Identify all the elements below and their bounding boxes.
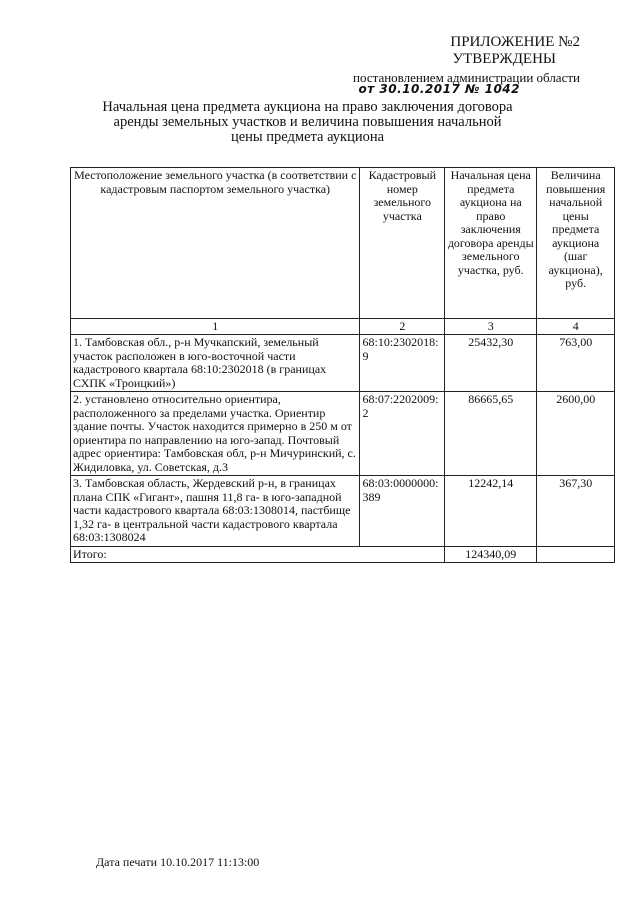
- print-date: Дата печати 10.10.2017 11:13:00: [96, 855, 260, 869]
- handwritten-date: от 30.10.2017 № 1042: [358, 82, 520, 96]
- table-row: [71, 392, 615, 476]
- total-step-empty: [537, 546, 615, 563]
- row-cadastral: 68:03:0000000:389: [360, 476, 445, 547]
- row-cadastral: 68:10:2302018:9: [360, 335, 445, 392]
- table-row: [71, 335, 615, 392]
- row-step: 763,00: [537, 335, 615, 392]
- total-label: Итого:: [71, 546, 445, 563]
- total-row: [71, 546, 615, 563]
- column-number: 3: [445, 319, 537, 335]
- total-value: 124340,09: [445, 546, 537, 563]
- row-location: 3. Тамбовская область, Жердевский р-н, в границах плана СПК «Гигант», пашня 11,8 га- в юго-западной части кадастрового квартала 68:03:1308014, пастбище 1,32 га- в центральной части кадастрового квартала 68:03:1308024: [71, 476, 360, 547]
- header-location: Местоположение земельного участка (в соответствии с кадастровым паспортом земельного участка): [71, 168, 360, 319]
- table-row: [71, 476, 615, 547]
- approval-block: [260, 34, 580, 96]
- appendix-label: ПРИЛОЖЕНИЕ №2: [450, 34, 580, 50]
- document-title: Начальная цена предмета аукциона на право заключения договора аренды земельных участков и величина повышения начальной цены предмета аукциона: [102, 99, 513, 145]
- row-price: 86665,65: [445, 392, 537, 476]
- row-price: 12242,14: [445, 476, 537, 547]
- row-location: 2. установлено относительно ориентира, расположенного за пределами участка. Ориентир здание почты. Участок находится примерно в 250 м от ориентира по направлению на юго-запад. Почтовый адрес ориентира: Тамбовская обл, р-н Мичуринский, с. Жидиловка, ул. Советская, д.3: [71, 392, 360, 476]
- row-step: 2600,00: [537, 392, 615, 476]
- column-number: 4: [537, 319, 615, 335]
- approved-label: УТВЕРЖДЕНЫ: [452, 51, 556, 67]
- column-number: 2: [360, 319, 445, 335]
- header-row: [71, 168, 615, 319]
- auction-table: [70, 167, 615, 563]
- column-number: 1: [71, 319, 360, 335]
- row-price: 25432,30: [445, 335, 537, 392]
- header-price: Начальная цена предмета аукциона на право заключения договора аренды земельного участка, руб.: [445, 168, 537, 319]
- row-cadastral: 68:07:2202009:2: [360, 392, 445, 476]
- row-step: 367,30: [537, 476, 615, 547]
- header-step: Величина повышения начальной цены предмета аукциона (шаг аукциона), руб.: [537, 168, 615, 319]
- column-number-row: [71, 319, 615, 335]
- decree-label: постановлением администрации области: [353, 70, 580, 85]
- row-location: 1. Тамбовская обл., р-н Мучкапский, земельный участок расположен в юго-восточной части кадастрового квартала 68:10:2302018 (в границах СХПК «Троицкий»): [71, 335, 360, 392]
- header-cadastral: Кадастровый номер земельного участка: [360, 168, 445, 319]
